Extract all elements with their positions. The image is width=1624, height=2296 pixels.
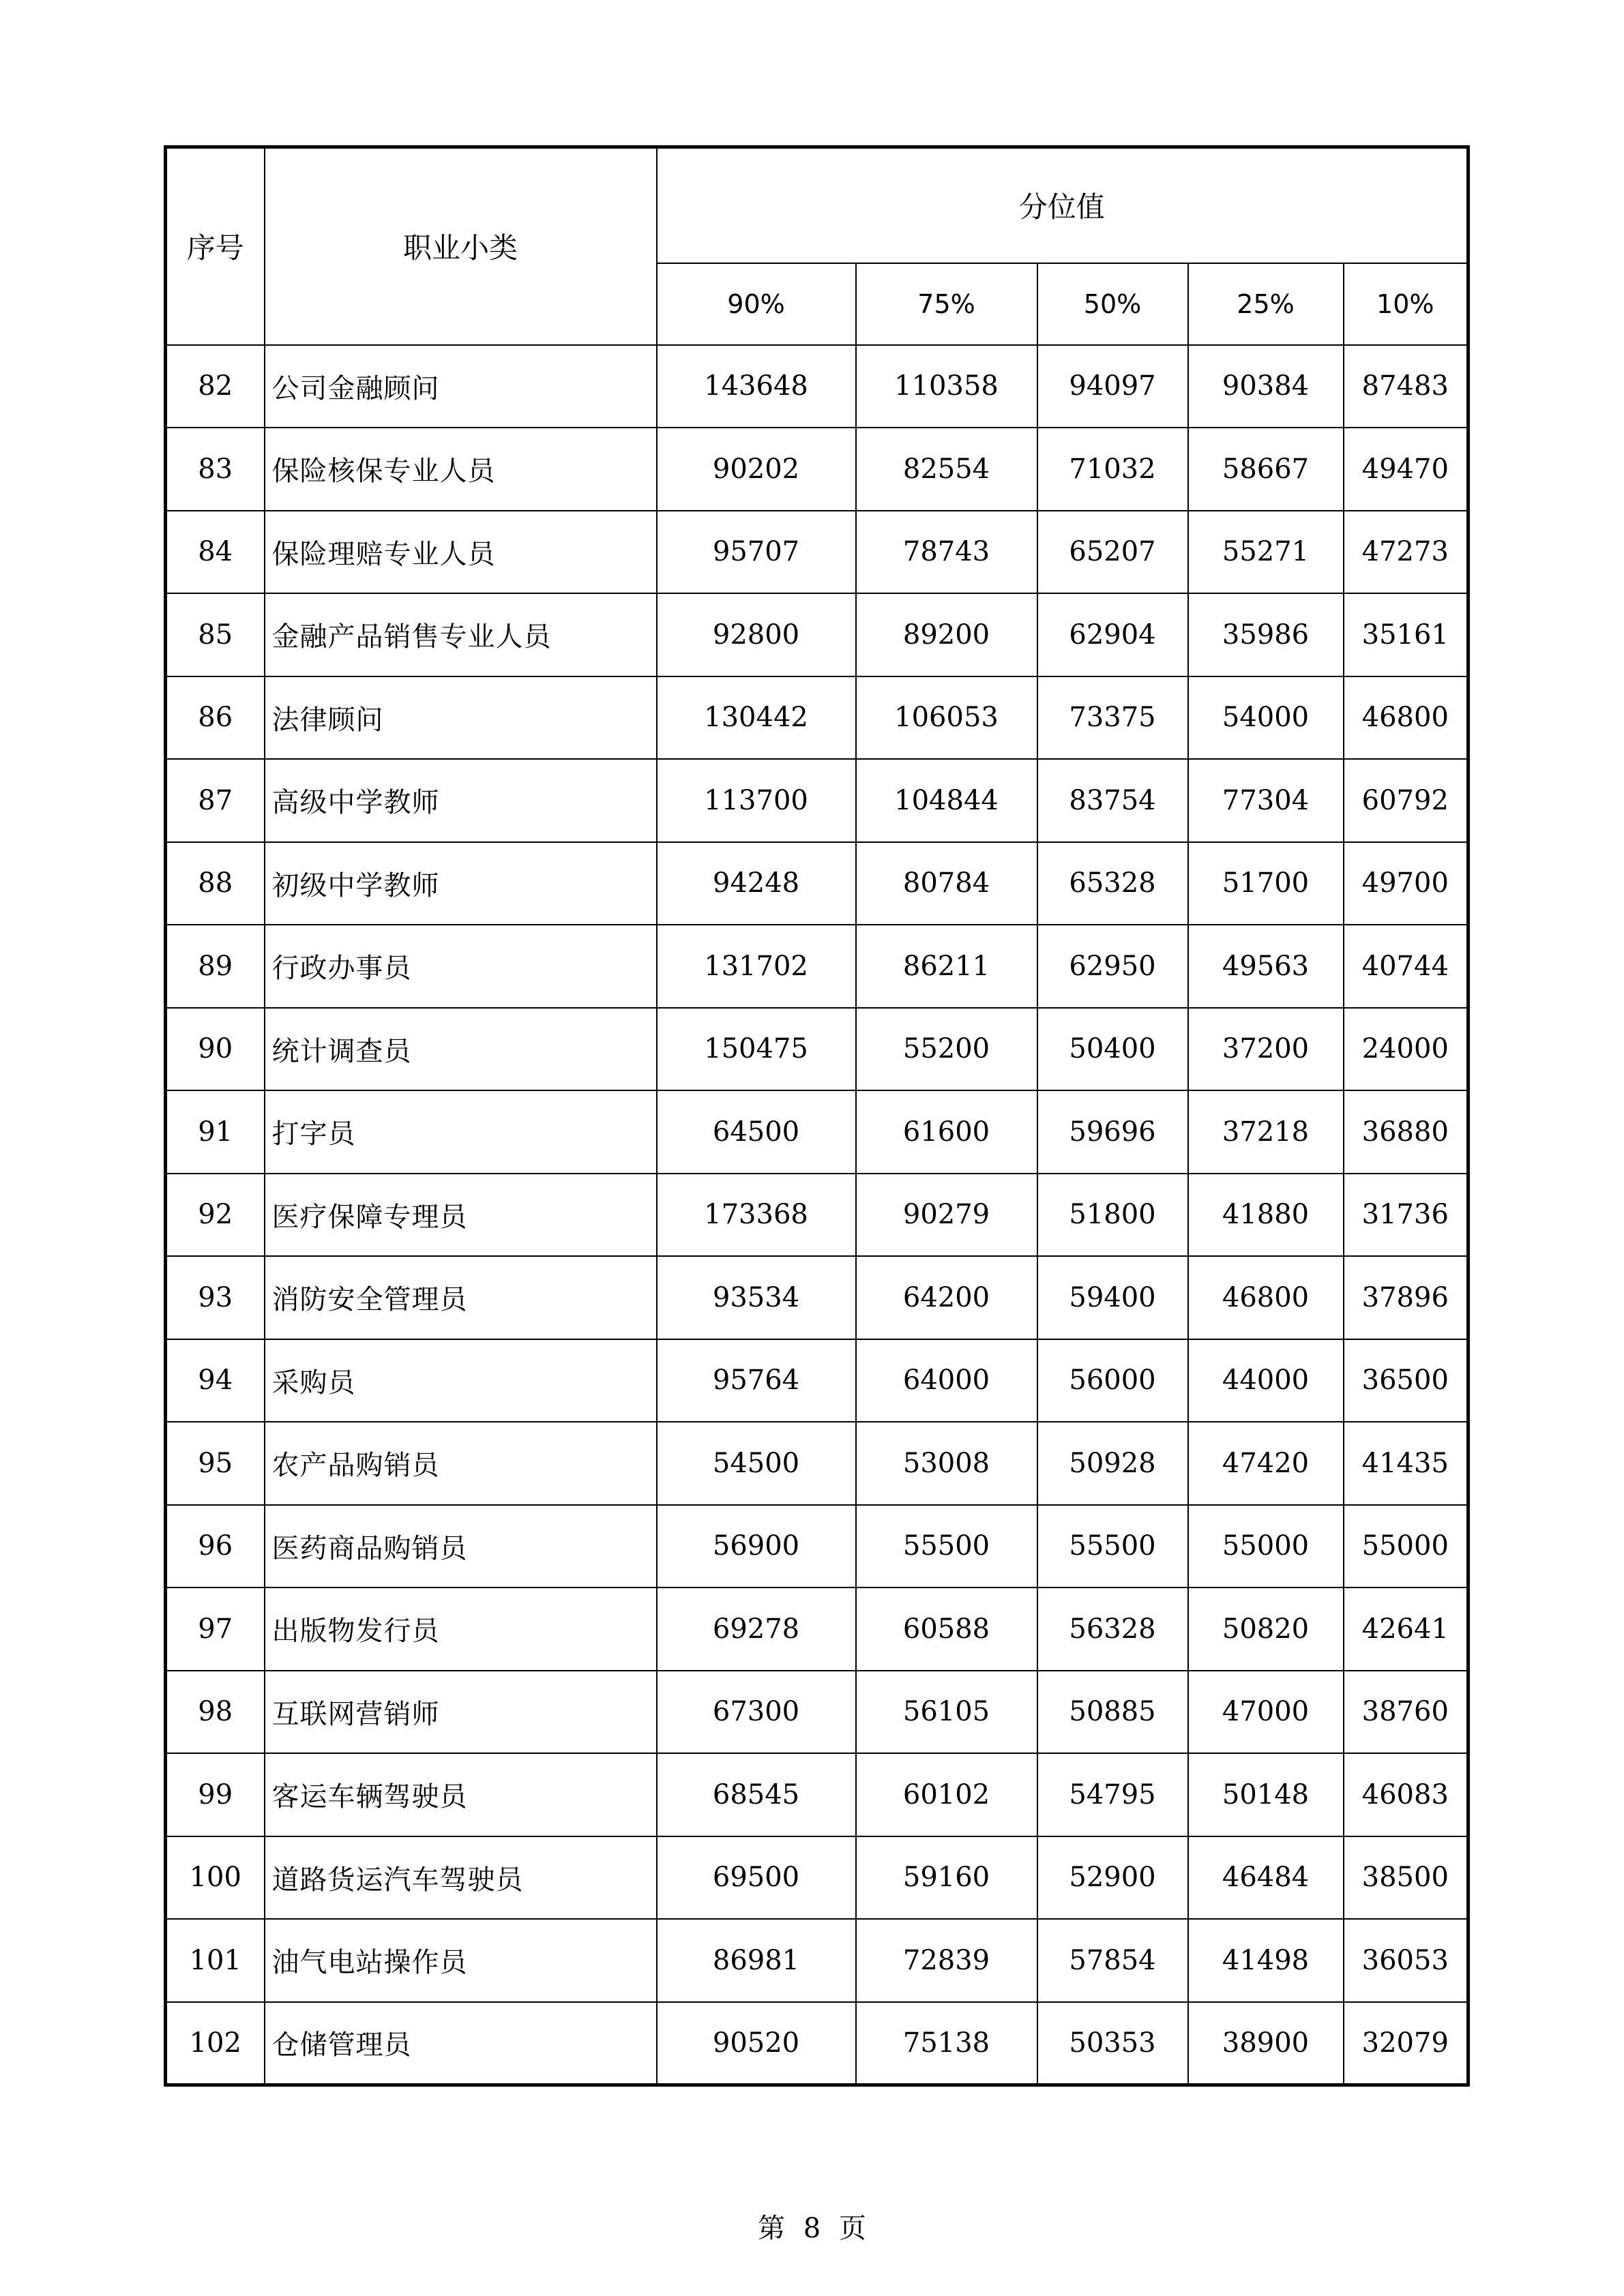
table-row — [166, 1587, 1468, 1671]
table-row — [166, 2002, 1468, 2085]
row-occupation: 初级中学教师 — [265, 842, 657, 925]
row-occupation: 法律顾问 — [265, 676, 657, 760]
row-value-p75: 61600 — [856, 1090, 1037, 1174]
row-value-p75: 64200 — [856, 1256, 1037, 1339]
row-occupation: 高级中学教师 — [265, 759, 657, 842]
row-value-p75: 72839 — [856, 1919, 1037, 2002]
row-value-p75: 64000 — [856, 1339, 1037, 1422]
row-no: 84 — [166, 511, 265, 594]
row-value-p75: 106053 — [856, 676, 1037, 760]
row-value-p10: 35161 — [1344, 593, 1468, 676]
row-value-p10: 46083 — [1344, 1753, 1468, 1836]
row-value-p10: 36053 — [1344, 1919, 1468, 2002]
row-value-p75: 56105 — [856, 1671, 1037, 1754]
row-no: 94 — [166, 1339, 265, 1422]
row-value-p50: 57854 — [1037, 1919, 1188, 2002]
row-no: 100 — [166, 1836, 265, 1920]
row-value-p75: 60588 — [856, 1587, 1037, 1671]
row-value-p25: 47420 — [1188, 1422, 1344, 1505]
row-value-p25: 55000 — [1188, 1505, 1344, 1588]
row-value-p90: 93534 — [657, 1256, 856, 1339]
row-value-p25: 35986 — [1188, 593, 1344, 676]
row-no: 99 — [166, 1753, 265, 1836]
row-occupation: 公司金融顾问 — [265, 345, 657, 428]
row-value-p75: 89200 — [856, 593, 1037, 676]
row-value-p25: 51700 — [1188, 842, 1344, 925]
row-value-p75: 78743 — [856, 511, 1037, 594]
row-value-p25: 50820 — [1188, 1587, 1344, 1671]
table-row — [166, 676, 1468, 760]
row-value-p50: 73375 — [1037, 676, 1188, 760]
row-no: 98 — [166, 1671, 265, 1754]
row-value-p90: 95707 — [657, 511, 856, 594]
row-no: 95 — [166, 1422, 265, 1505]
row-value-p10: 38760 — [1344, 1671, 1468, 1754]
row-occupation: 金融产品销售专业人员 — [265, 593, 657, 676]
row-value-p10: 38500 — [1344, 1836, 1468, 1920]
row-value-p75: 75138 — [856, 2002, 1037, 2085]
row-value-p50: 62904 — [1037, 593, 1188, 676]
row-value-p25: 50148 — [1188, 1753, 1344, 1836]
row-occupation: 道路货运汽车驾驶员 — [265, 1836, 657, 1920]
row-value-p75: 55500 — [856, 1505, 1037, 1588]
table-row — [166, 1753, 1468, 1836]
salary-percentile-table — [164, 145, 1470, 2087]
row-no: 97 — [166, 1587, 265, 1671]
row-no: 88 — [166, 842, 265, 925]
row-value-p25: 90384 — [1188, 345, 1344, 428]
row-value-p10: 47273 — [1344, 511, 1468, 594]
row-value-p10: 32079 — [1344, 2002, 1468, 2085]
row-value-p50: 65207 — [1037, 511, 1188, 594]
table-row — [166, 428, 1468, 511]
row-value-p90: 94248 — [657, 842, 856, 925]
row-value-p50: 71032 — [1037, 428, 1188, 511]
header-p50: 50% — [1037, 263, 1188, 345]
row-occupation: 医药商品购销员 — [265, 1505, 657, 1588]
row-value-p50: 50885 — [1037, 1671, 1188, 1754]
row-value-p75: 60102 — [856, 1753, 1037, 1836]
row-value-p90: 68545 — [657, 1753, 856, 1836]
row-value-p90: 54500 — [657, 1422, 856, 1505]
row-value-p90: 92800 — [657, 593, 856, 676]
table-row — [166, 1008, 1468, 1091]
table-row — [166, 1505, 1468, 1588]
header-no: 序号 — [166, 147, 265, 345]
row-no: 102 — [166, 2002, 265, 2085]
table-row — [166, 925, 1468, 1008]
row-value-p50: 59696 — [1037, 1090, 1188, 1174]
row-value-p50: 52900 — [1037, 1836, 1188, 1920]
row-value-p90: 150475 — [657, 1008, 856, 1091]
row-value-p10: 24000 — [1344, 1008, 1468, 1091]
row-no: 83 — [166, 428, 265, 511]
row-occupation: 统计调查员 — [265, 1008, 657, 1091]
row-occupation: 打字员 — [265, 1090, 657, 1174]
row-value-p25: 37200 — [1188, 1008, 1344, 1091]
row-value-p90: 67300 — [657, 1671, 856, 1754]
row-value-p50: 50928 — [1037, 1422, 1188, 1505]
row-occupation: 客运车辆驾驶员 — [265, 1753, 657, 1836]
row-value-p25: 47000 — [1188, 1671, 1344, 1754]
header-p75: 75% — [856, 263, 1037, 345]
row-occupation: 行政办事员 — [265, 925, 657, 1008]
row-value-p50: 62950 — [1037, 925, 1188, 1008]
row-value-p90: 86981 — [657, 1919, 856, 2002]
row-value-p25: 37218 — [1188, 1090, 1344, 1174]
row-value-p75: 110358 — [856, 345, 1037, 428]
table-row — [166, 1090, 1468, 1174]
row-value-p50: 83754 — [1037, 759, 1188, 842]
row-value-p25: 41498 — [1188, 1919, 1344, 2002]
table-row — [166, 345, 1468, 428]
row-value-p10: 49700 — [1344, 842, 1468, 925]
row-value-p90: 143648 — [657, 345, 856, 428]
row-value-p10: 55000 — [1344, 1505, 1468, 1588]
row-no: 101 — [166, 1919, 265, 2002]
row-no: 82 — [166, 345, 265, 428]
row-value-p75: 53008 — [856, 1422, 1037, 1505]
row-no: 93 — [166, 1256, 265, 1339]
row-no: 91 — [166, 1090, 265, 1174]
row-occupation: 互联网营销师 — [265, 1671, 657, 1754]
page-number: 第 8 页 — [758, 2213, 866, 2244]
row-value-p10: 40744 — [1344, 925, 1468, 1008]
row-value-p90: 69278 — [657, 1587, 856, 1671]
table-row — [166, 593, 1468, 676]
row-no: 96 — [166, 1505, 265, 1588]
row-value-p25: 55271 — [1188, 511, 1344, 594]
row-value-p10: 36500 — [1344, 1339, 1468, 1422]
row-value-p90: 173368 — [657, 1174, 856, 1257]
row-value-p90: 56900 — [657, 1505, 856, 1588]
row-value-p25: 38900 — [1188, 2002, 1344, 2085]
row-value-p90: 64500 — [657, 1090, 856, 1174]
header-p90: 90% — [657, 263, 856, 345]
row-value-p10: 36880 — [1344, 1090, 1468, 1174]
row-value-p25: 58667 — [1188, 428, 1344, 511]
row-value-p25: 44000 — [1188, 1339, 1344, 1422]
row-value-p25: 46484 — [1188, 1836, 1344, 1920]
row-value-p50: 56328 — [1037, 1587, 1188, 1671]
row-occupation: 出版物发行员 — [265, 1587, 657, 1671]
header-row-top — [166, 147, 1468, 263]
row-value-p50: 54795 — [1037, 1753, 1188, 1836]
table-row — [166, 1422, 1468, 1505]
row-value-p75: 59160 — [856, 1836, 1037, 1920]
table-row — [166, 1836, 1468, 1920]
row-value-p10: 37896 — [1344, 1256, 1468, 1339]
row-value-p50: 65328 — [1037, 842, 1188, 925]
row-value-p25: 77304 — [1188, 759, 1344, 842]
row-value-p10: 41435 — [1344, 1422, 1468, 1505]
row-value-p10: 87483 — [1344, 345, 1468, 428]
row-value-p75: 82554 — [856, 428, 1037, 511]
row-no: 90 — [166, 1008, 265, 1091]
row-value-p50: 50400 — [1037, 1008, 1188, 1091]
row-value-p50: 94097 — [1037, 345, 1188, 428]
row-value-p90: 90520 — [657, 2002, 856, 2085]
row-value-p25: 49563 — [1188, 925, 1344, 1008]
row-value-p75: 104844 — [856, 759, 1037, 842]
row-value-p90: 131702 — [657, 925, 856, 1008]
table-row — [166, 1919, 1468, 2002]
header-percentile-group: 分位值 — [657, 147, 1468, 263]
row-occupation: 医疗保障专理员 — [265, 1174, 657, 1257]
row-value-p90: 90202 — [657, 428, 856, 511]
row-value-p10: 42641 — [1344, 1587, 1468, 1671]
table-row — [166, 1339, 1468, 1422]
table-row — [166, 1671, 1468, 1754]
row-value-p75: 55200 — [856, 1008, 1037, 1091]
row-value-p50: 56000 — [1037, 1339, 1188, 1422]
row-no: 86 — [166, 676, 265, 760]
header-p10: 10% — [1344, 263, 1468, 345]
header-p25: 25% — [1188, 263, 1344, 345]
row-occupation: 采购员 — [265, 1339, 657, 1422]
row-value-p90: 95764 — [657, 1339, 856, 1422]
table-row — [166, 842, 1468, 925]
row-value-p75: 86211 — [856, 925, 1037, 1008]
row-value-p50: 55500 — [1037, 1505, 1188, 1588]
row-no: 85 — [166, 593, 265, 676]
row-value-p90: 130442 — [657, 676, 856, 760]
row-value-p25: 46800 — [1188, 1256, 1344, 1339]
row-no: 89 — [166, 925, 265, 1008]
row-value-p10: 31736 — [1344, 1174, 1468, 1257]
row-occupation: 仓储管理员 — [265, 2002, 657, 2085]
table-row — [166, 1174, 1468, 1257]
row-occupation: 油气电站操作员 — [265, 1919, 657, 2002]
row-value-p90: 69500 — [657, 1836, 856, 1920]
row-no: 87 — [166, 759, 265, 842]
row-value-p25: 41880 — [1188, 1174, 1344, 1257]
row-value-p90: 113700 — [657, 759, 856, 842]
header-occupation: 职业小类 — [265, 147, 657, 345]
table-row — [166, 511, 1468, 594]
table-row — [166, 759, 1468, 842]
row-value-p50: 59400 — [1037, 1256, 1188, 1339]
table-row — [166, 1256, 1468, 1339]
row-occupation: 消防安全管理员 — [265, 1256, 657, 1339]
row-value-p75: 90279 — [856, 1174, 1037, 1257]
row-value-p50: 51800 — [1037, 1174, 1188, 1257]
table-body — [166, 345, 1468, 2085]
row-value-p10: 49470 — [1344, 428, 1468, 511]
row-occupation: 保险核保专业人员 — [265, 428, 657, 511]
row-no: 92 — [166, 1174, 265, 1257]
row-value-p50: 50353 — [1037, 2002, 1188, 2085]
row-value-p10: 60792 — [1344, 759, 1468, 842]
row-occupation: 保险理赔专业人员 — [265, 511, 657, 594]
row-occupation: 农产品购销员 — [265, 1422, 657, 1505]
row-value-p75: 80784 — [856, 842, 1037, 925]
row-value-p10: 46800 — [1344, 676, 1468, 760]
row-value-p25: 54000 — [1188, 676, 1344, 760]
